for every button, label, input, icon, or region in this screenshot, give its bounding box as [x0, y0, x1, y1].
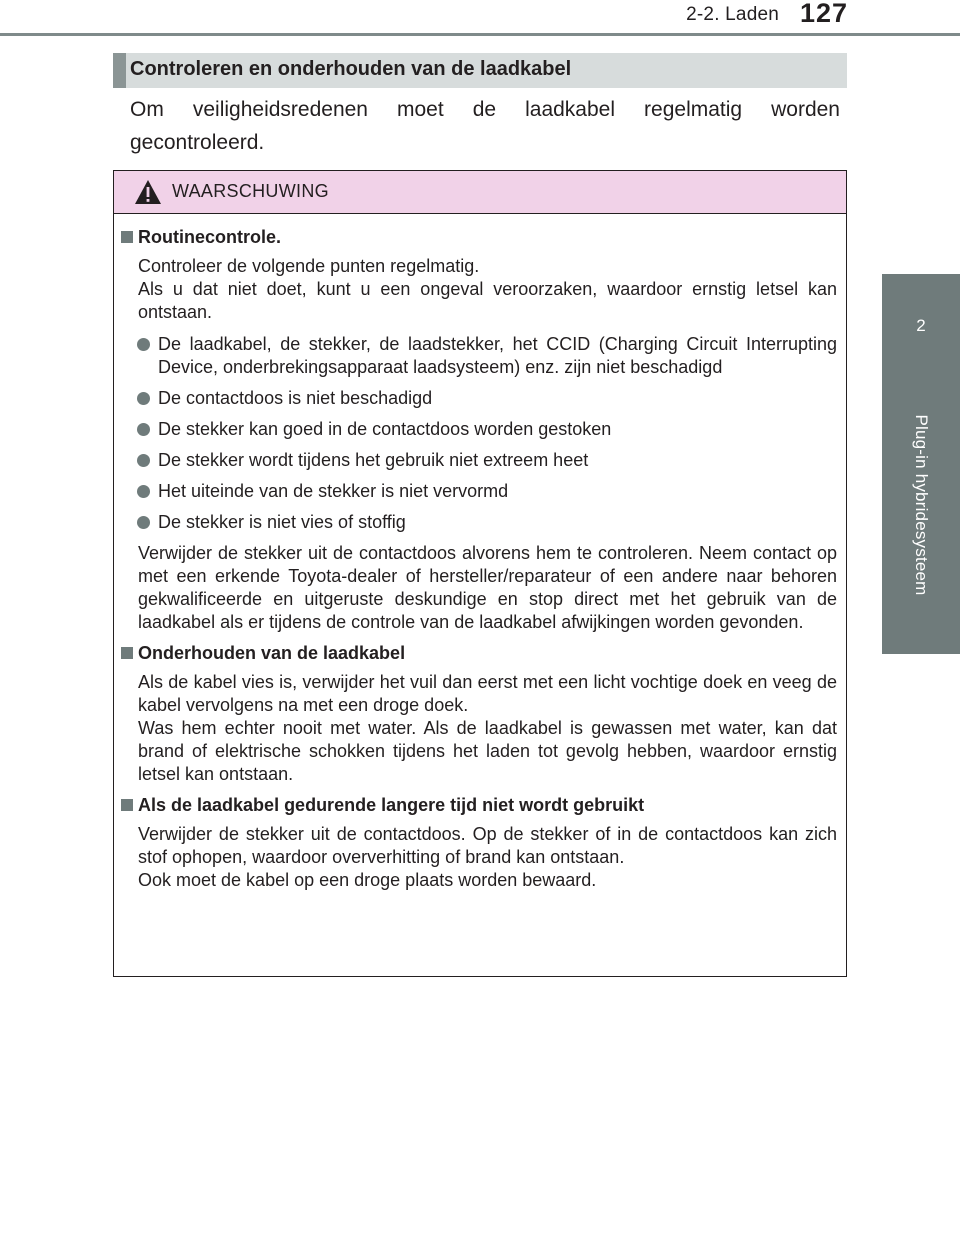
list-item: De stekker wordt tijdens het gebruik niet extreem heet [158, 449, 837, 472]
bullet-dot-icon [137, 392, 150, 405]
page-number: 127 [800, 0, 849, 28]
warning-body [114, 225, 846, 892]
bullet-dot-icon [137, 485, 150, 498]
intro-paragraph: Om veiligheidsredenen moet de laadkabel regelmatig worden gecontroleerd. [130, 98, 840, 154]
unused-para1: Verwijder de stekker uit de contactdoos. Op de stekker of in de contactdoos kan zich stof ophopen, waardoor oververhitting of brand kan ontstaan. [138, 824, 837, 867]
unused-para2: Ook moet de kabel op een droge plaats worden bewaard. [138, 870, 597, 890]
routine-closing: Verwijder de stekker uit de contactdoos alvorens hem te controleren. Neem contact op met een erkende Toyota-dealer of hersteller/reparateur of een andere naar behoren gekwalificeerde en uitgeruste deskundige en stop direct met het gebruik van de laadkabel als er tijdens de controle van de laadkabel afwijkingen worden gevonden. [138, 543, 837, 632]
bullet-dot-icon [137, 338, 150, 351]
bullet-dot-icon [137, 516, 150, 529]
header-divider [0, 33, 960, 36]
bullet-dot-icon [137, 423, 150, 436]
bullet-dot-icon [137, 454, 150, 467]
list-item: Het uiteinde van de stekker is niet vervormd [158, 480, 837, 503]
chapter-number: 2 [916, 316, 926, 335]
chapter-title: Plug-in hybridesysteem [912, 414, 931, 596]
subheading-routine: Routinecontrole. [114, 225, 846, 249]
maintenance-para2: Was hem echter nooit met water. Als de laadkabel is gewassen met water, kan dat brand of elektrische schokken tijdens het laden tot gevolg hebben, waardoor ernstig letsel kan ontstaan. [138, 718, 837, 784]
section-label: 2-2. Laden [686, 4, 779, 25]
warning-triangle-icon [134, 179, 162, 205]
list-item: De laadkabel, de stekker, de laadstekker, het CCID (Charging Circuit Interrupting Device, onderbrekingsapparaat laadsysteem) enz. zijn niet beschadigd [158, 333, 837, 379]
warning-header [114, 171, 846, 214]
list-item: De contactdoos is niet beschadigd [158, 387, 837, 410]
warning-box [113, 170, 847, 977]
subheading-maintenance: Onderhouden van de laadkabel [114, 641, 846, 665]
list-item: De stekker is niet vies of stoffig [158, 511, 837, 534]
square-bullet-icon [121, 799, 133, 811]
chapter-tab [882, 274, 960, 654]
section-title: Controleren en onderhouden van de laadkabel [130, 58, 572, 80]
section-heading-bar [113, 53, 847, 88]
square-bullet-icon [121, 231, 133, 243]
routine-intro-line1: Controleer de volgende punten regelmatig. [138, 256, 480, 276]
maintenance-para1: Als de kabel vies is, verwijder het vuil dan eerst met een licht vochtige doek en veeg de kabel vervolgens na met een droge doek. [138, 672, 837, 715]
subheading-unused: Als de laadkabel gedurende langere tijd niet wordt gebruikt [114, 793, 846, 817]
routine-intro-line2: Als u dat niet doet, kunt u een ongeval veroorzaken, waardoor ernstig letsel kan ontstaan. [138, 279, 837, 322]
warning-title: WAARSCHUWING [172, 181, 329, 201]
list-item: De stekker kan goed in de contactdoos worden gestoken [158, 418, 837, 441]
section-heading-accent [113, 53, 126, 88]
square-bullet-icon [121, 647, 133, 659]
